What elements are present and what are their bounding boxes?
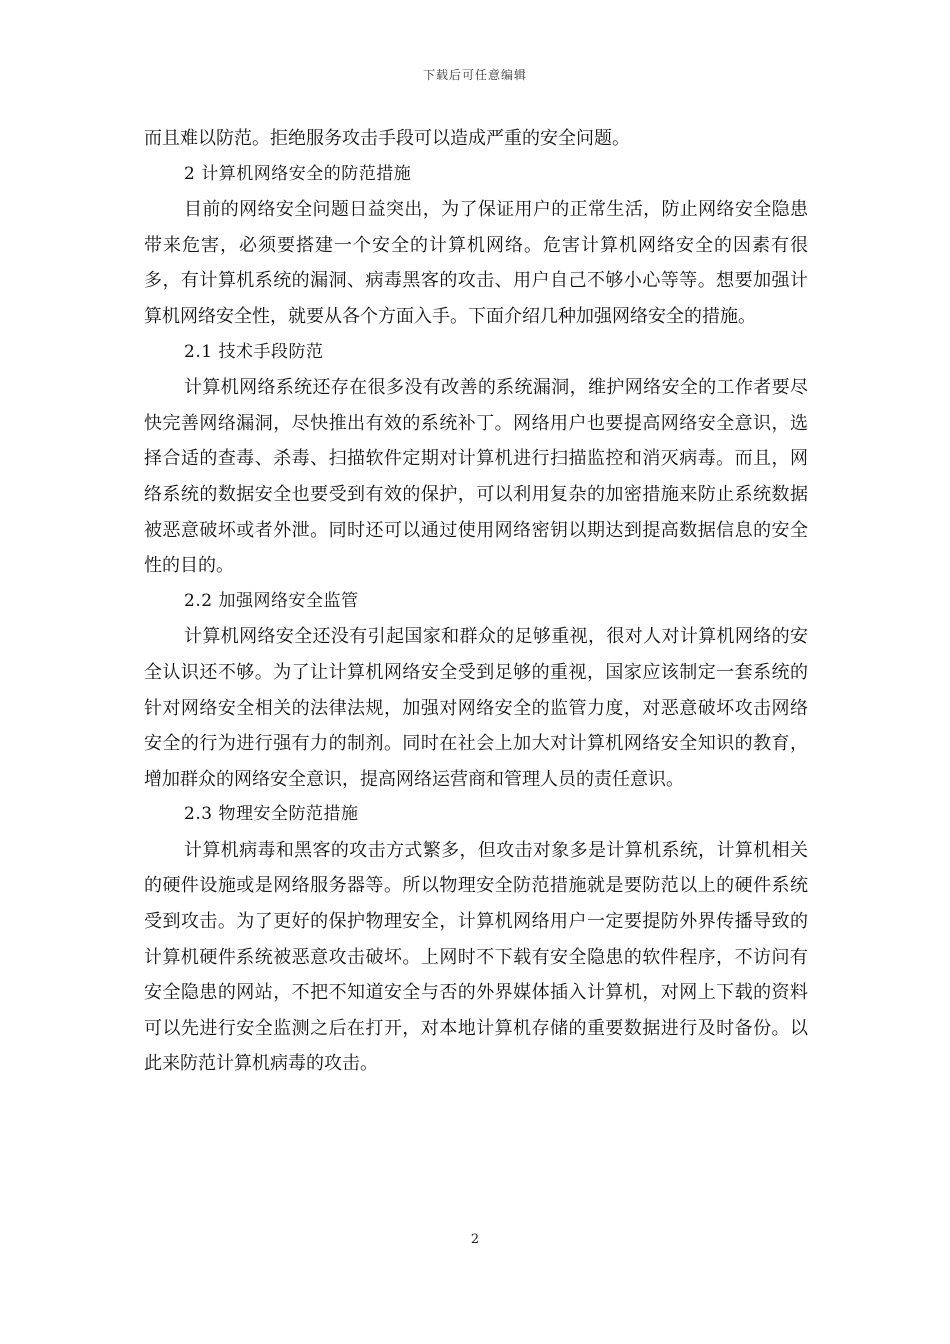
section-heading-2-2: 2.2 加强网络安全监管 [184,590,359,611]
section-heading-2-3: 2.3 物理安全防范措施 [184,804,359,825]
page-number: 2 [470,1232,480,1247]
paragraph-continuation: 而且难以防范。拒绝服务攻击手段可以造成严重的安全问题。 [144,128,630,149]
document-body [144,121,808,1082]
paragraph-supervision: 计算机网络安全还没有引起国家和群众的足够重视，很对人对计算机网络的安全认识还不够。为了让计算机网络安全受到足够的重视，国家应该制定一套系统的针对网络安全相关的法律法规，加强对网络安全的监管力度，对恶意破坏攻击网络安全的行为进行强有力的制剂。同时在社会上加大对计算机网络安全知识的教育，增加群众的网络安全意识，提高网络运营商和管理人员的责任意识。 [144,626,808,790]
section-heading-2: 2 计算机网络安全的防范措施 [184,163,412,184]
section-heading-2-1: 2.1 技术手段防范 [184,341,324,362]
paragraph-intro: 目前的网络安全问题日益突出，为了保证用户的正常生活，防止网络安全隐患带来危害，必须要搭建一个安全的计算机网络。危害计算机网络安全的因素有很多，有计算机系统的漏洞、病毒黑客的攻击、用户自己不够小心等等。想要加强计算机网络安全性，就要从各个方面入手。下面介绍几种加强网络安全的措施。 [144,199,808,327]
paragraph-technical: 计算机网络系统还存在很多没有改善的系统漏洞，维护网络安全的工作者要尽快完善网络漏洞，尽快推出有效的系统补丁。网络用户也要提高网络安全意识，选择合适的查毒、杀毒、扫描软件定期对计算机进行扫描监控和消灭病毒。而且，网络系统的数据安全也要受到有效的保护，可以利用复杂的加密措施来防止系统数据被恶意破坏或者外泄。同时还可以通过使用网络密钥以期达到提高数据信息的安全性的目的。 [144,377,808,577]
page-header: 下载后可任意编辑 [422,68,527,82]
paragraph-physical: 计算机病毒和黑客的攻击方式繁多，但攻击对象多是计算机系统，计算机相关的硬件设施或是网络服务器等。所以物理安全防范措施就是要防范以上的硬件系统受到攻击。为了更好的保护物理安全，计算机网络用户一定要提防外界传播导致的计算机硬件系统被恶意攻击破坏。上网时不下载有安全隐患的软件程序，不访问有安全隐患的网站，不把不知道安全与否的外界媒体插入计算机，对网上下载的资料可以先进行安全监测之后在打开，对本地计算机存储的重要数据进行及时备份。以此来防范计算机病毒的攻击。 [144,839,808,1075]
